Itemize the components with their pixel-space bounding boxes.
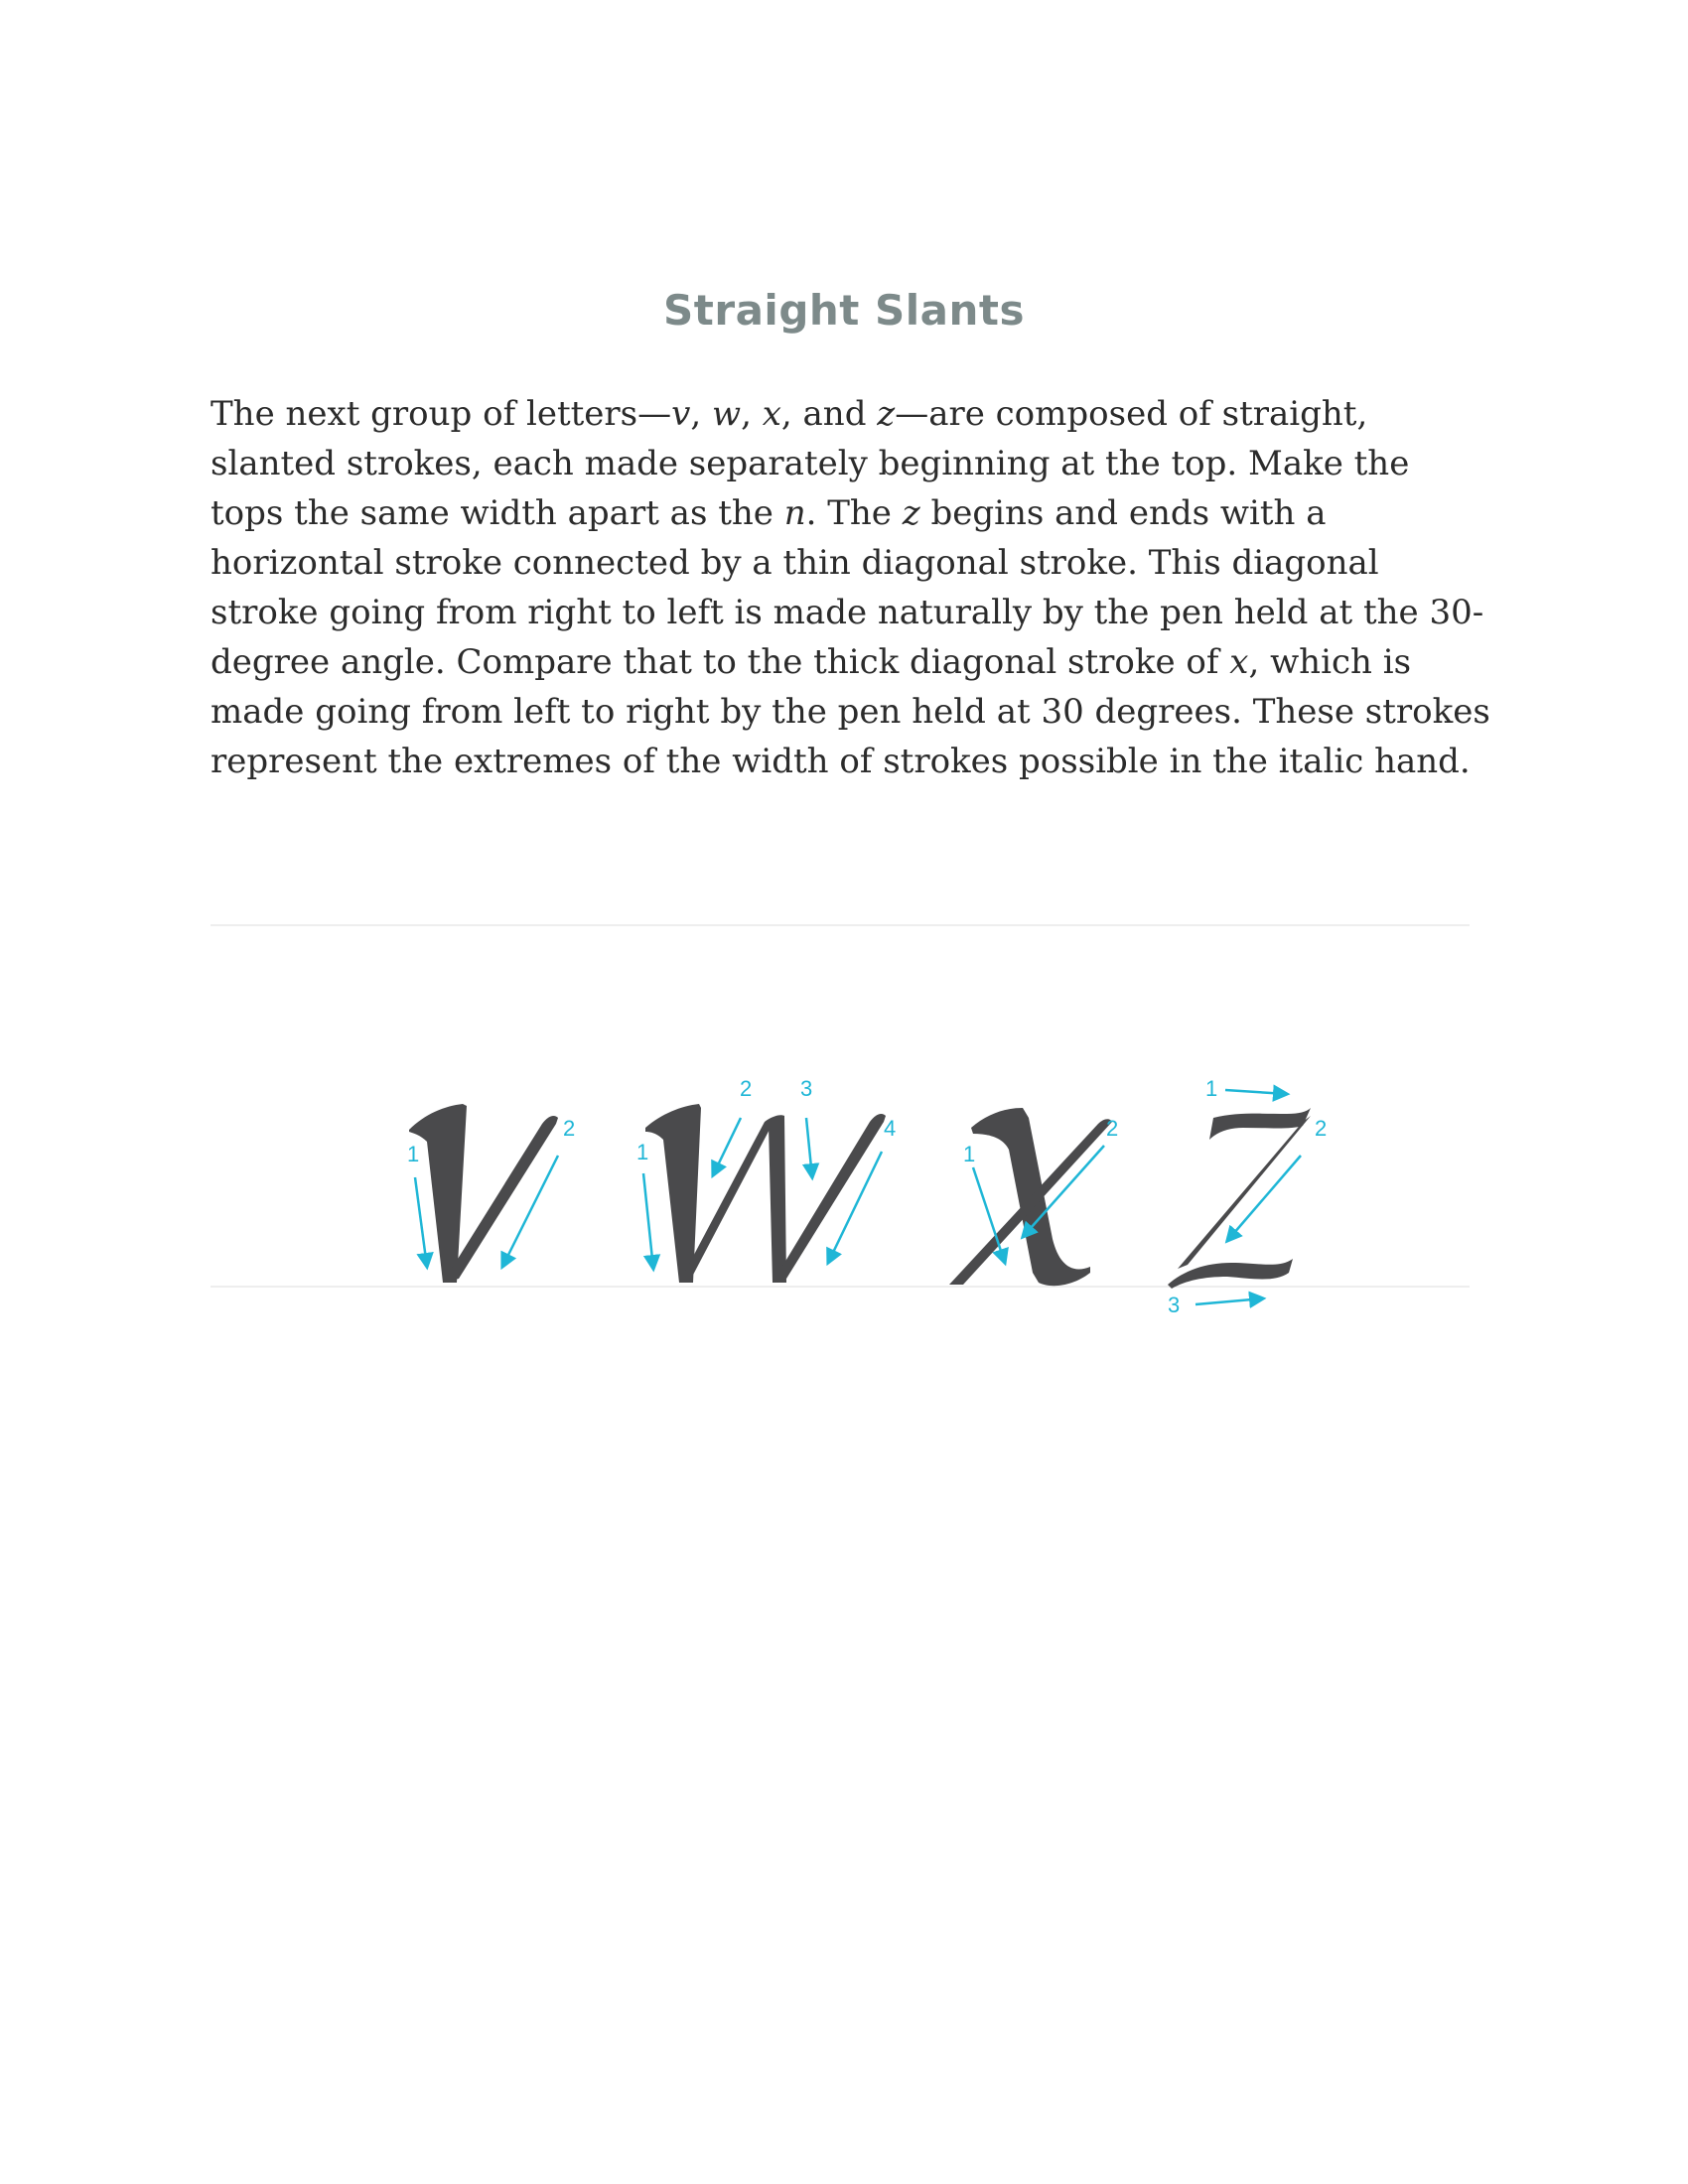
letter-v [409, 1104, 558, 1283]
letter-z-stroke-1 [1209, 1108, 1311, 1140]
text-run: . The [805, 493, 903, 533]
w-arrow-1 [643, 1173, 653, 1269]
italic-letter: w [711, 394, 742, 434]
z-arrow-1 [1225, 1090, 1287, 1094]
text-run: begins and ends with a horizontal stroke connected by a thin diagonal stroke. This diagonal stroke going from right to left is made naturally by the pen held at the 30-degree angle. Compare that to the thick diagonal stroke of [211, 493, 1484, 682]
letter-w [645, 1104, 886, 1283]
v-number-2: 2 [563, 1116, 576, 1141]
w-number-3: 3 [800, 1076, 813, 1101]
letter-w-stroke-4 [773, 1114, 886, 1283]
letter-w-stroke-3 [765, 1115, 786, 1283]
letter-z [1168, 1108, 1311, 1289]
w-arrow-3 [806, 1118, 812, 1177]
italic-letter: z [902, 493, 920, 533]
v-arrow-1 [415, 1177, 427, 1267]
w-number-4: 4 [884, 1116, 897, 1141]
text-run: , [741, 394, 763, 434]
x-number-1: 1 [963, 1142, 976, 1166]
w-arrow-4 [828, 1152, 882, 1263]
w-arrow-2 [713, 1118, 741, 1175]
x-number-2: 2 [1106, 1116, 1119, 1141]
text-run: , [690, 394, 712, 434]
italic-letter: n [783, 493, 806, 533]
z-arrow-3 [1196, 1298, 1263, 1304]
v-arrow-2 [502, 1156, 558, 1267]
text-run: —are composed of straight, slanted strokes, each made separately beginning at the top. Make the tops the same width apart as the [211, 394, 1410, 533]
body-paragraph [211, 389, 1491, 786]
letter-w-stroke-1 [645, 1104, 701, 1283]
v-number-1: 1 [407, 1142, 420, 1166]
italic-letter: x [762, 394, 781, 434]
italic-letter: v [671, 394, 691, 434]
z-number-1: 1 [1205, 1076, 1218, 1101]
z-number-3: 3 [1168, 1293, 1181, 1317]
italic-letter: x [1229, 642, 1249, 682]
text-run: , and [780, 394, 878, 434]
italic-letter: z [877, 394, 896, 434]
letter-z-stroke-2 [1178, 1116, 1311, 1269]
letter-x [949, 1108, 1112, 1286]
w-number-2: 2 [740, 1076, 753, 1101]
letter-stroke-diagram [0, 913, 1688, 1330]
text-run: The next group of letters— [211, 394, 672, 434]
text-run: , which is made going from left to right by the pen held at 30 degrees. These strokes represent the extremes of the width of strokes possible in the italic hand. [211, 642, 1490, 781]
page-title: Straight Slants [663, 286, 1025, 335]
w-number-1: 1 [636, 1140, 649, 1164]
z-number-2: 2 [1315, 1116, 1328, 1141]
